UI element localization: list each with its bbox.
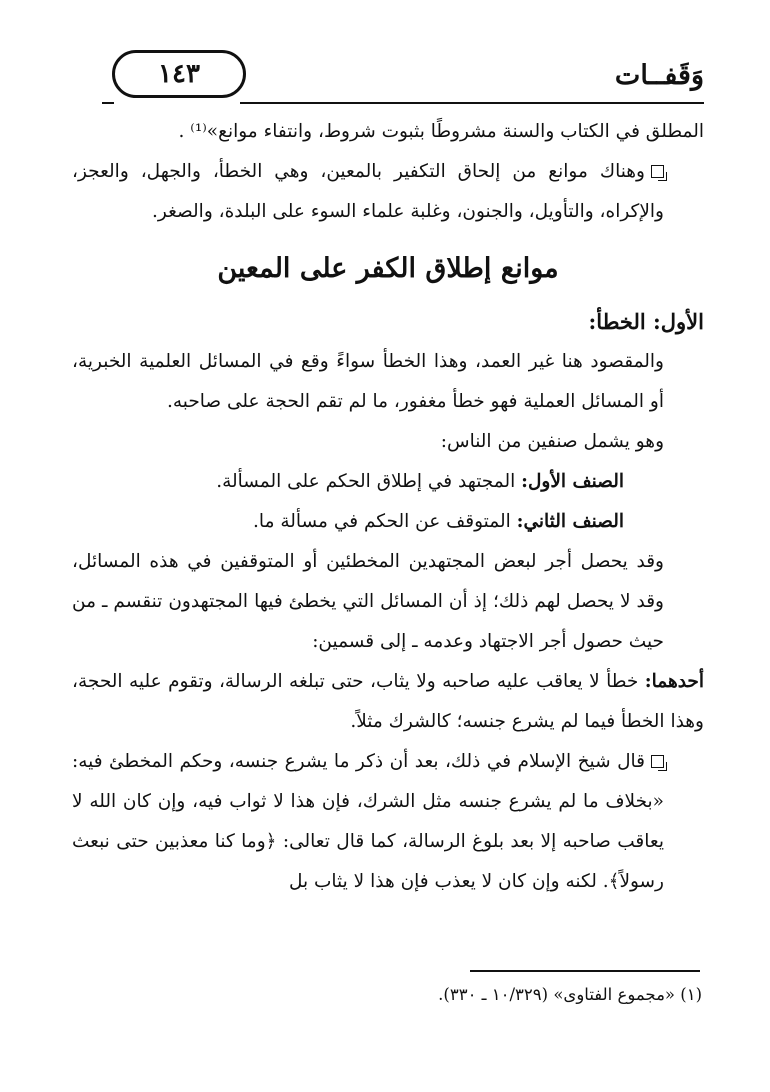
paragraph-7 [72,742,704,902]
paragraph-4: وهو يشمل صنفين من الناس: [440,431,664,452]
page-header [70,30,704,110]
paragraph-6-text: خطأ لا يعاقب عليه صاحبه ولا يثاب، حتى تبلغه الرسالة، وتقوم عليه الحجة، وهذا الخطأ فيما لم يشرع جنسه؛ كالشرك مثلاً. [72,671,704,732]
body-text [72,112,704,902]
page-number-badge [112,50,246,98]
paragraph-2-text: وهناك موانع من إلحاق التكفير بالمعين، وهي الخطأ، والجهل، والعجز، والإكراه، والتأويل، والجنون، وغلبة علماء السوء على البلدة، والصغر. [72,161,664,222]
header-rule-left [102,102,114,104]
paragraph-3: والمقصود هنا غير العمد، وهذا الخطأ سواءً وقع في المسائل العلمية الخبرية، أو المسائل العملية فهو خطأ مغفور، ما لم تقم الحجة على صاحبه. [72,351,664,412]
paragraph-6-label: أحدهما: [644,671,704,692]
paragraph-2 [72,152,704,232]
paragraph-6 [72,662,704,742]
class-1-label: الصنف الأول: [521,471,624,492]
square-bullet-icon [651,755,664,768]
footnote: (١) «مجموع الفتاوى» (١٠/٣٢٩ ـ ٣٣٠). [438,985,702,1004]
section-heading: موانع إطلاق الكفر على المعين [217,253,559,284]
running-title: وَقَفــات [614,60,704,91]
first-label: الأول: الخطأ: [588,309,704,334]
page-number: ١٤٣ [158,59,200,89]
class-2 [72,502,704,542]
footnote-rule [470,970,700,972]
square-bullet-icon [651,165,664,178]
class-2-text: المتوقف عن الحكم في مسألة ما. [253,511,517,532]
header-rule [240,102,704,104]
paragraph-1: المطلق في الكتاب والسنة مشروطًا بثبوت شروط، وانتفاء موانع»⁽¹⁾ . [178,121,704,142]
paragraph-5: وقد يحصل أجر لبعض المجتهدين المخطئين أو المتوقفين في هذه المسائل، وقد لا يحصل لهم ذلك؛ إذ أن المسائل التي يخطئ فيها المجتهدون تنقسم ـ من حيث حصول أجر الاجتهاد وعدمه ـ إلى قسمين: [72,551,664,652]
paragraph-7-text: قال شيخ الإسلام في ذلك، بعد أن ذكر ما يشرع جنسه، وحكم المخطئ فيه: «بخلاف ما لم يشرع جنسه مثل الشرك، فإن هذا لا ثواب فيه، وإن كان الله لا يعاقب صاحبه إلا بعد بلوغ الرسالة، كما قال تعالى: ﴿وما كنا معذبين حتى نبعث رسولاً﴾. لكنه وإن كان لا يعذب فإن هذا لا يثاب بل [72,751,664,892]
class-1-text: المجتهد في إطلاق الحكم على المسألة. [216,471,522,492]
class-1 [72,462,704,502]
class-2-label: الصنف الثاني: [516,511,624,532]
